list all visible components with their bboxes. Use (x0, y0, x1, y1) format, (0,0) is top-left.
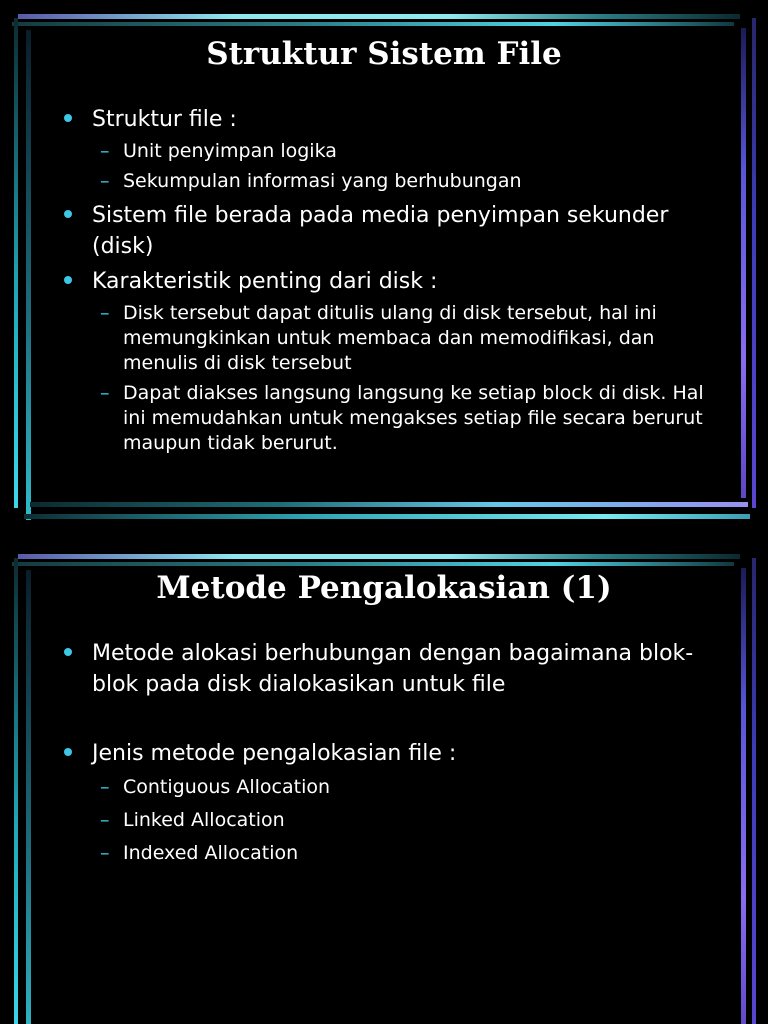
slide-title: Metode Pengalokasian (1) (156, 570, 612, 606)
bullet-dot-icon (64, 210, 72, 218)
bullet-dot-icon (64, 276, 72, 284)
frame-bar-left-inner (26, 570, 31, 1024)
bullet-text: Struktur file : (92, 107, 237, 132)
frame-bar-right (741, 28, 746, 498)
slide-content (62, 638, 718, 874)
sub-item-text: Indexed Allocation (123, 842, 299, 864)
sub-item (92, 841, 718, 866)
bullet-text: Jenis metode pengalokasian file : (92, 741, 457, 766)
bullet-dot-icon (64, 114, 72, 122)
frame-bar-bottom (30, 502, 748, 507)
dash-icon: – (100, 842, 110, 864)
dash-icon: – (100, 140, 110, 162)
sub-item-text: Contiguous Allocation (123, 776, 331, 798)
slide-title: Struktur Sistem File (206, 36, 562, 72)
dash-icon: – (100, 809, 110, 831)
sub-item-text: Linked Allocation (123, 809, 285, 831)
frame-bar-top-inner (12, 22, 734, 26)
bullet-text: Metode alokasi berhubungan dengan bagaimana blok-blok pada disk dialokasikan untuk file (92, 641, 694, 697)
sub-item (92, 139, 718, 164)
frame-bar-top (18, 554, 740, 559)
bullet-item (62, 638, 718, 700)
frame-bar-right-inner (752, 558, 756, 1024)
frame-bar-left-inner (26, 30, 31, 520)
frame-bar-right-inner (752, 18, 756, 508)
dash-icon: – (100, 302, 110, 324)
sub-item (92, 381, 718, 456)
sub-list (92, 139, 718, 194)
dash-icon: – (100, 170, 110, 192)
bullet-item (62, 738, 718, 866)
sub-item-text: Sekumpulan informasi yang berhubungan (123, 170, 522, 192)
frame-bar-top-inner (12, 562, 734, 566)
bullet-item (62, 104, 718, 194)
sub-list (92, 775, 718, 866)
slide-content (62, 104, 718, 462)
frame-bar-left (14, 558, 18, 1024)
dash-icon: – (100, 382, 110, 404)
sub-item (92, 169, 718, 194)
frame-bar-left (14, 18, 18, 508)
sub-item (92, 301, 718, 376)
sub-item-text: Unit penyimpan logika (123, 140, 337, 162)
bullet-item (62, 200, 718, 262)
frame-bar-right (741, 568, 746, 1024)
slide-metode-pengalokasian (0, 540, 768, 1024)
sub-item (92, 808, 718, 833)
bullet-text: Sistem file berada pada media penyimpan sekunder (disk) (92, 203, 669, 259)
sub-item-text: Disk tersebut dapat ditulis ulang di disk tersebut, hal ini memungkinkan untuk membaca dan memodifikasi, dan menulis di disk tersebut (123, 302, 657, 374)
dash-icon: – (100, 776, 110, 798)
bullet-dot-icon (64, 748, 72, 756)
bullet-text: Karakteristik penting dari disk : (92, 269, 438, 294)
sub-item-text: Dapat diakses langsung langsung ke setiap block di disk. Hal ini memudahkan untuk mengakses setiap file secara berurut maupun tidak berurut. (123, 382, 704, 454)
bullet-dot-icon (64, 648, 72, 656)
sub-list (92, 301, 718, 456)
frame-bar-top (18, 14, 740, 19)
sub-item (92, 775, 718, 800)
frame-bar-bottom-inner (24, 514, 750, 519)
bullet-item (62, 266, 718, 456)
